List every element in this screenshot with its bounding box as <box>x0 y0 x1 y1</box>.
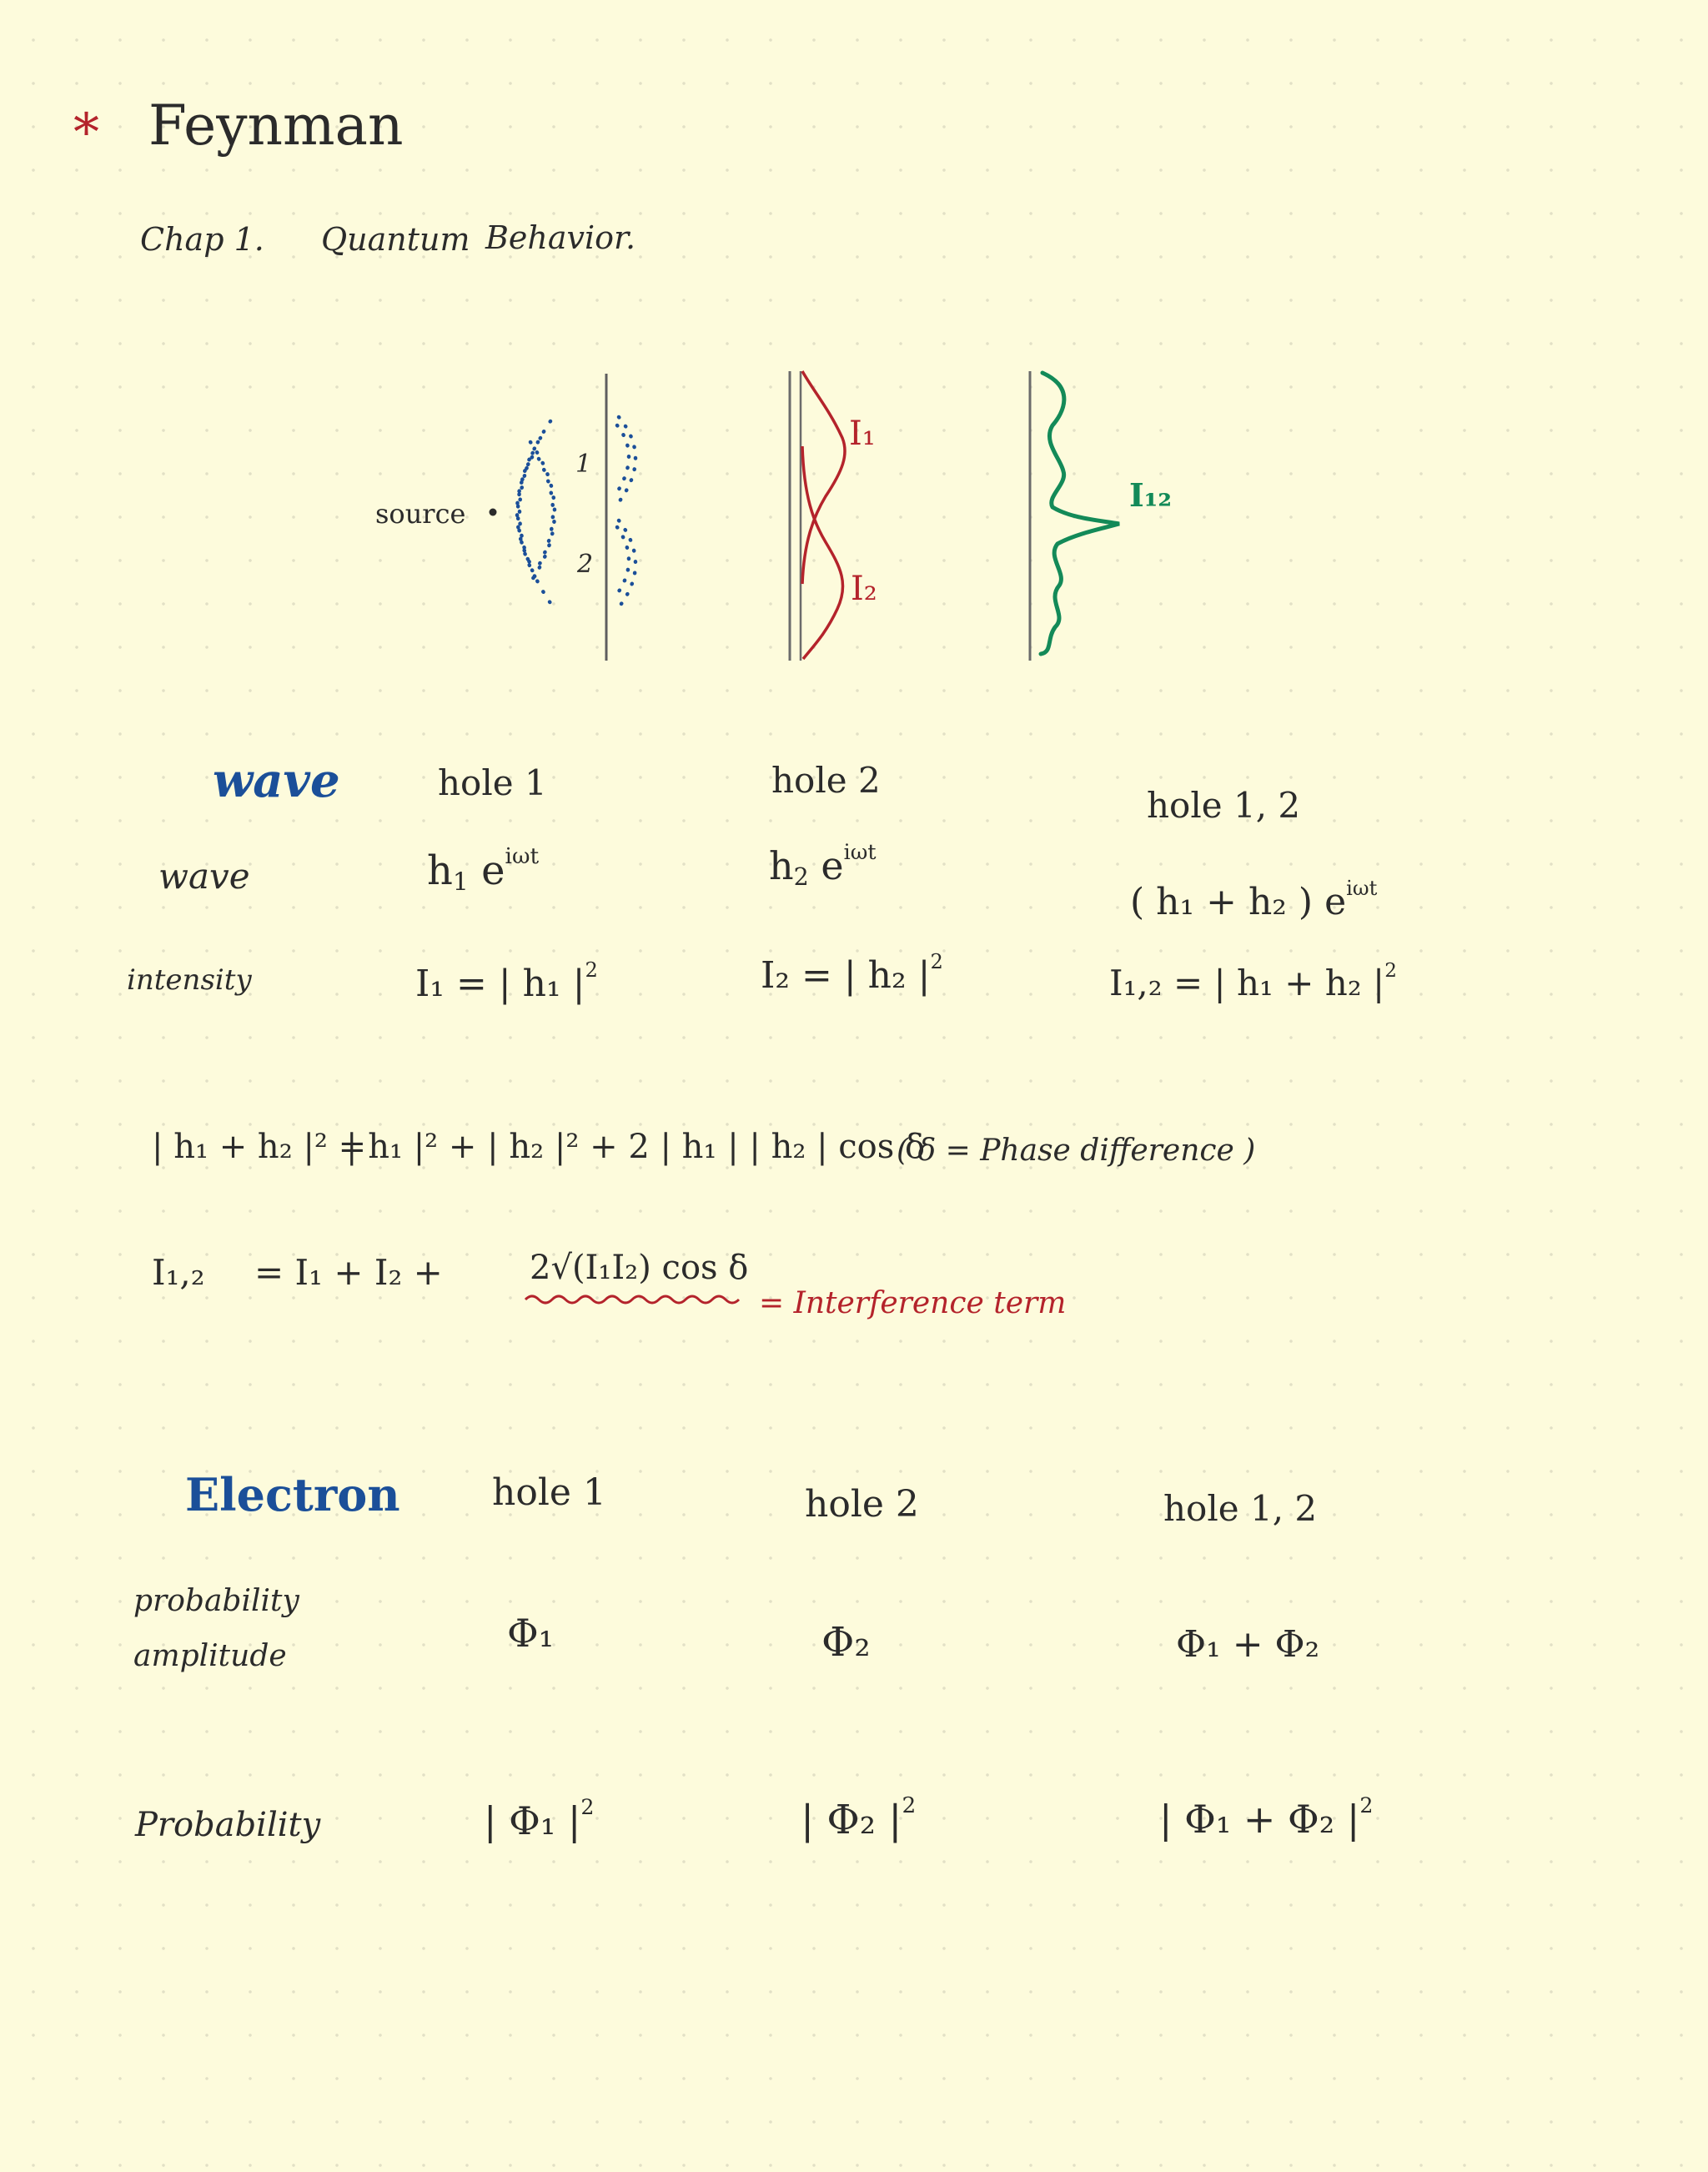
row-probability-label: Probability <box>135 1806 321 1844</box>
probability-hole-12: | Φ₁ + Φ₂ $|^2$ <box>1159 1792 1374 1842</box>
hole-1-label: 1 <box>575 450 592 479</box>
wave-col-hole-12: hole 1, 2 <box>1147 785 1301 826</box>
row-amplitude-label-1: probability <box>133 1584 299 1618</box>
amplitude-hole-12: Φ₁ + Φ₂ <box>1176 1623 1320 1666</box>
interference-underline <box>522 1291 747 1308</box>
wave-hole-2-expr: $h_2$ $e^{i\omega t}$ <box>769 839 877 892</box>
wave-col-hole-1: hole 1 <box>438 762 547 803</box>
curve-i1 <box>802 371 845 584</box>
source-label: source <box>375 498 466 530</box>
intensity-hole-1: I₁ = | h₁ $|^2$ <box>415 958 598 1005</box>
curve-i12 <box>1041 373 1119 654</box>
eq1-rhs: | h₁ |² + | h₂ |² + 2 | h₁ | | h₂ | cos δ <box>346 1128 926 1166</box>
intensity-hole-12: I₁,₂ = | h₁ + h₂ $|^2$ <box>1109 960 1397 1003</box>
hole-2-label: 2 <box>577 550 594 579</box>
chapter-title-word2: Behavior. <box>485 219 636 256</box>
eq2-interference-term: 2√(I₁I₂) cos δ <box>530 1249 749 1287</box>
probability-hole-2: | Φ₂ $|^2$ <box>801 1792 917 1843</box>
intensity-hole-2: I₂ = | h₂ $|^2$ <box>761 950 943 997</box>
electron-col-hole-2: hole 2 <box>805 1483 919 1526</box>
eq1-note: ( δ = Phase difference ) <box>897 1134 1256 1168</box>
row-amplitude-label-2: amplitude <box>133 1639 287 1673</box>
wave-hole-1-expr: $h_1$ $e^{i\omega t}$ <box>427 842 540 897</box>
curve-i1-label: I₁ <box>849 415 876 453</box>
wave-heading: wave <box>213 753 340 808</box>
eq2-rhs: = I₁ + I₂ + <box>254 1252 443 1293</box>
row-intensity-label: intensity <box>127 963 252 997</box>
amplitude-hole-2: Φ₂ <box>821 1619 871 1666</box>
eq1-lhs: | h₁ + h₂ |² = <box>152 1128 367 1166</box>
row-wave-label: wave <box>158 856 250 897</box>
wave-hole-12-expr: ( h₁ + h₂ ) $e^{i\omega t}$ <box>1130 877 1378 923</box>
electron-heading: Electron <box>185 1468 400 1521</box>
page-title: Feynman <box>148 93 404 158</box>
chapter-label: Chap 1. <box>140 221 264 258</box>
interference-note: = Interference term <box>759 1286 1067 1320</box>
source-dot <box>490 509 497 516</box>
diffracted-wavefronts <box>617 417 635 607</box>
curve-i2-label: I₂ <box>851 570 877 608</box>
amplitude-hole-1: Φ₁ <box>507 1611 555 1656</box>
eq2-lhs: I₁,₂ <box>152 1252 205 1293</box>
wave-col-hole-2: hole 2 <box>771 760 881 801</box>
curve-i12-label: I₁₂ <box>1129 476 1173 514</box>
incoming-wavefronts <box>517 421 555 603</box>
chapter-title-word1: Quantum <box>321 221 470 258</box>
probability-hole-1: | Φ₁ $|^2$ <box>484 1794 595 1843</box>
asterisk-icon: * <box>73 102 99 163</box>
electron-col-hole-12: hole 1, 2 <box>1163 1488 1318 1529</box>
electron-col-hole-1: hole 1 <box>492 1471 606 1514</box>
